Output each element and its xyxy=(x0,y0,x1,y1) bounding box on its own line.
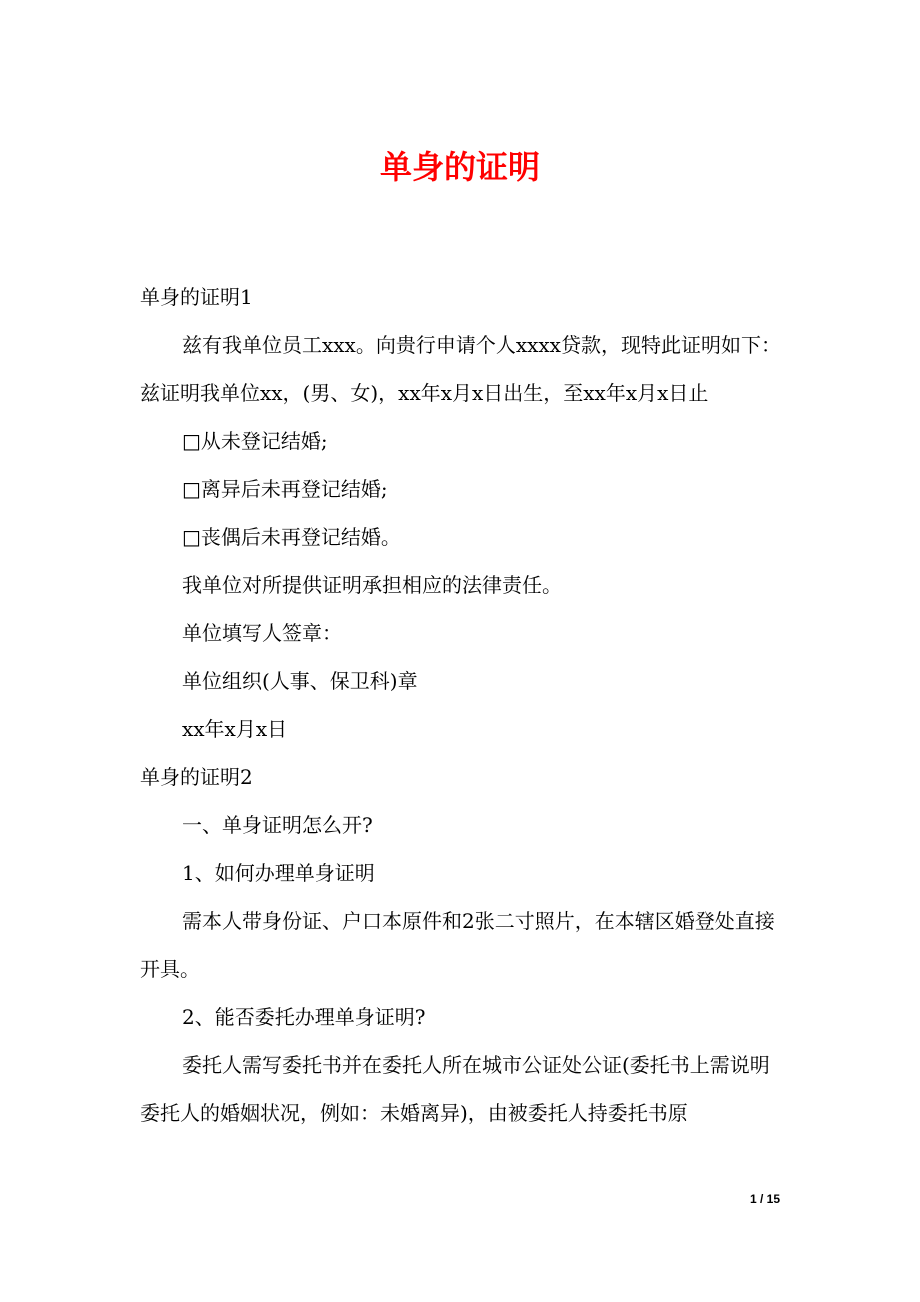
paragraph: 委托人需写委托书并在委托人所在城市公证处公证(委托书上需说明委托人的婚姻状况，例如：未婚离异)，由被委托人持委托书原 xyxy=(140,1053,770,1125)
paragraph: 我单位对所提供证明承担相应的法律责任。 xyxy=(182,573,562,597)
section-heading-1: 单身的证明1 xyxy=(140,285,253,309)
subheading: 1、如何办理单身证明 xyxy=(182,861,375,885)
subheading: 2、能否委托办理单身证明? xyxy=(182,1005,426,1029)
subheading: 一、单身证明怎么开? xyxy=(182,813,373,837)
document-title: 单身的证明 xyxy=(379,148,540,186)
signature-line: 单位填写人签章： xyxy=(182,621,342,645)
seal-line: 单位组织(人事、保卫科)章 xyxy=(182,669,418,693)
section-heading-2: 单身的证明2 xyxy=(140,765,253,789)
checkbox-item: □丧偶后未再登记结婚。 xyxy=(182,525,401,549)
document-body xyxy=(140,273,785,1137)
checkbox-item: □从未登记结婚; xyxy=(182,429,328,453)
checkbox-item: □离异后未再登记结婚; xyxy=(182,477,388,501)
paragraph: 兹有我单位员工xxx。向贵行申请个人xxxx贷款，现特此证明如下：兹证明我单位xx，(男、女)，xx年x月x日出生，至xx年x月x日止 xyxy=(140,333,781,405)
page-number: 1 / 15 xyxy=(749,1192,780,1206)
paragraph: 需本人带身份证、户口本原件和2张二寸照片，在本辖区婚登处直接开具。 xyxy=(140,909,775,981)
date-line: xx年x月x日 xyxy=(182,717,288,741)
